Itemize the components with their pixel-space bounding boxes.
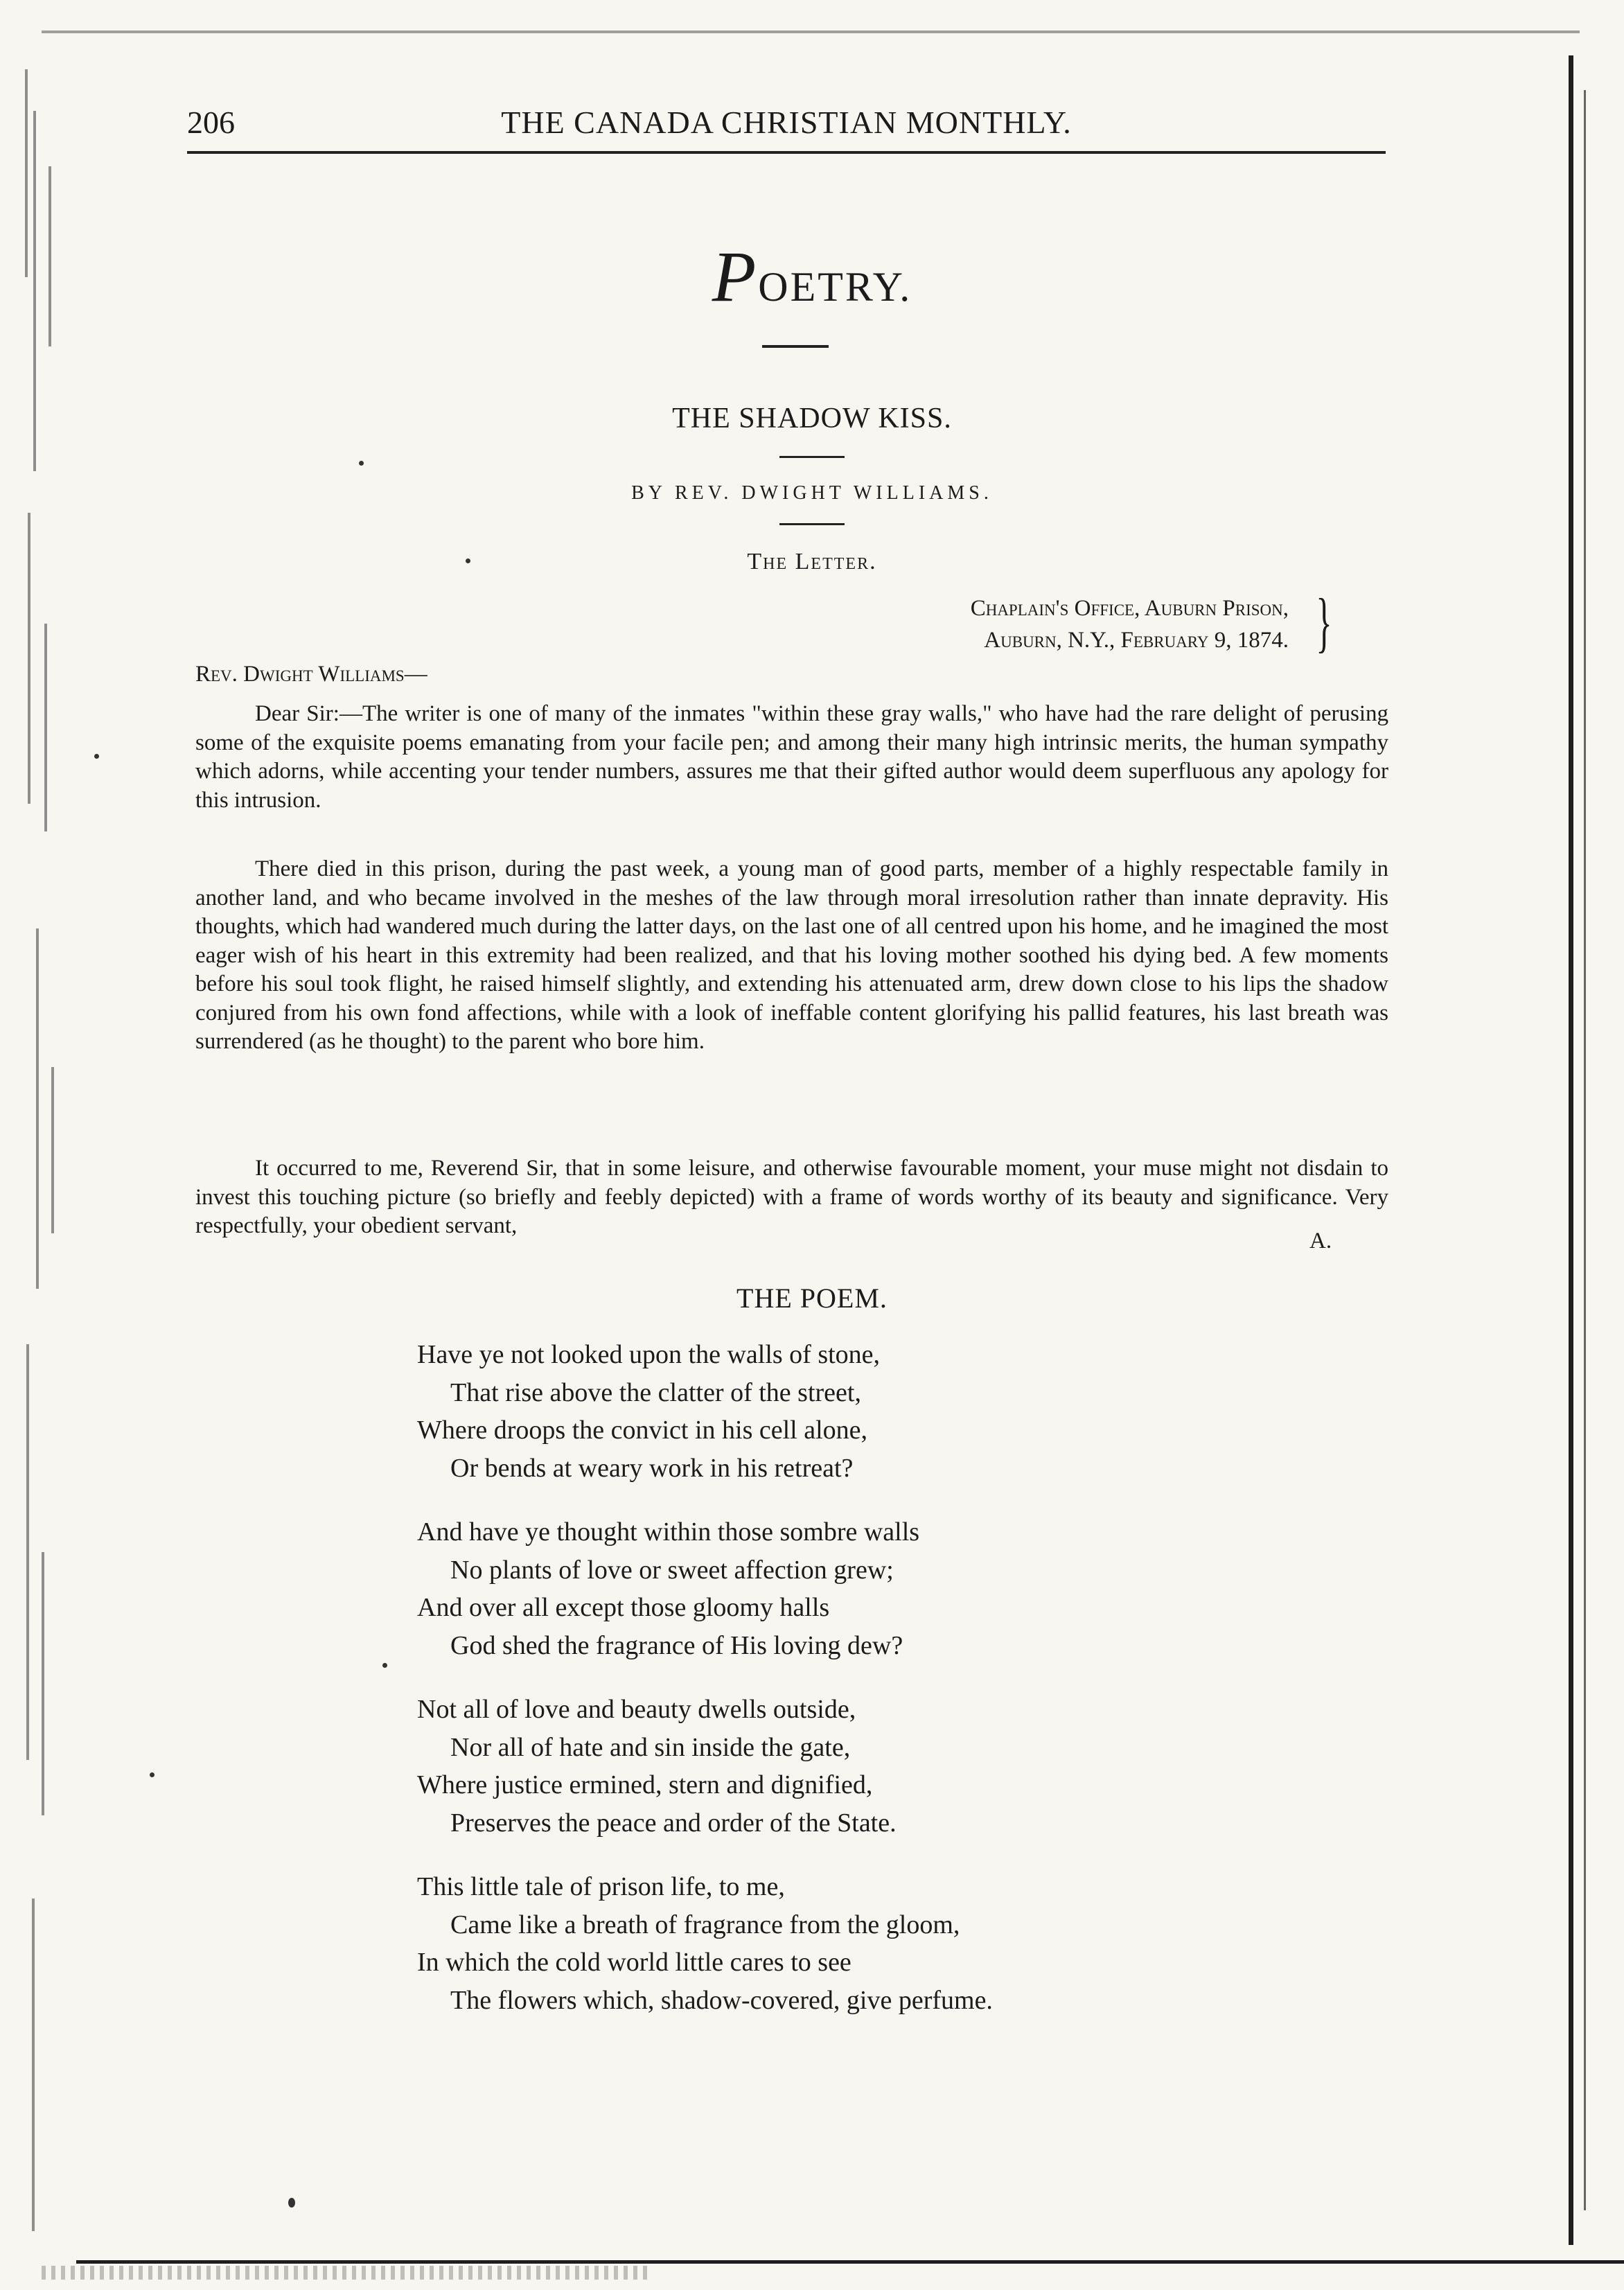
scan-edge-right: [1527, 28, 1624, 2280]
stanza-1: [417, 1336, 1248, 1487]
letter-paragraph-2-text: There died in this prison, during the past week, a young man of good parts, member of a highly respectable family in another land, and who became involved in the meshes of the law through moral irresolution rather than innate depravity. His thoughts, which had wandered much during the latter days, on the last one of all centred upon his home, and he imagined the most eager wish of his heart in this extremity had been realized, and that his loving mother soothed his dying bed. A few moments before his soul took flight, he raised himself slightly, and extending his attenuated arm, drew down close to his lips the shadow conjured from his own fond affections, while with a look of ineffable content glorifying his pallid features, his last breath was surrendered (as he thought) to the parent who bore him.: [195, 856, 1388, 1054]
page-number: 206: [187, 105, 235, 140]
scan-speck: [359, 461, 364, 466]
scan-speck: [466, 558, 470, 563]
scan-speck: [94, 754, 99, 759]
bottom-edge-rule: [76, 2260, 1624, 2264]
poem-heading: THE POEM.: [736, 1283, 888, 1314]
letter-paragraph-3: [195, 1154, 1388, 1241]
stanza-3-line-4: Preserves the peace and order of the State.: [450, 1808, 897, 1838]
running-header: [187, 104, 1386, 146]
poem: [417, 1336, 1248, 2045]
stanza-3: [417, 1691, 1248, 1842]
letter-paragraph-1-text: Dear Sir:—The writer is one of many of the inmates "within these gray walls," who have had the rare delight of perusing some of the exquisite poems emanating from your facile pen; and among their many high intrinsic merits, the human sympathy which adorns, while accenting your tender numbers, assures me that their gifted author would deem superfluous any apology for this intrusion.: [195, 701, 1388, 813]
stanza-4-line-3: In which the cold world little cares to see: [417, 1948, 851, 1977]
byline-divider: [779, 523, 845, 525]
letter-paragraph-2: [195, 855, 1388, 1057]
scan-speck: [150, 1772, 155, 1777]
letter-signature: A.: [1309, 1228, 1332, 1253]
top-edge-rule: [42, 30, 1580, 33]
salutation: Rev. Dwight Williams—: [195, 662, 427, 687]
scan-speck: [288, 2198, 295, 2208]
stanza-2: [417, 1513, 1248, 1664]
stanza-2-line-1: And have ye thought within those sombre walls: [417, 1517, 920, 1547]
header-rule: [187, 151, 1386, 154]
stanza-3-line-1: Not all of love and beauty dwells outside,: [417, 1695, 856, 1724]
poem-title: THE SHADOW KISS.: [672, 403, 952, 434]
scan-edge-left: [21, 28, 62, 2259]
dateline-line-1: Chaplain's Office, Auburn Prison,: [970, 596, 1289, 621]
letter-paragraph-3-text: It occurred to me, Reverend Sir, that in some leisure, and otherwise favourable moment, your muse might not disdain to invest this touching picture (so briefly and feebly depicted) with a frame of words worthy of its beauty and significance. Very respectfully, your obedient servant,: [195, 1156, 1388, 1238]
letter-heading: The Letter.: [747, 549, 877, 574]
title-divider: [779, 456, 845, 458]
stanza-4: [417, 1868, 1248, 2019]
byline: BY REV. DWIGHT WILLIAMS.: [631, 482, 993, 504]
section-title-initial: P: [712, 237, 759, 317]
dateline: [804, 592, 1289, 656]
scan-speck: [382, 1663, 387, 1668]
stanza-4-line-4: The flowers which, shadow-covered, give perfume.: [450, 1985, 993, 2015]
running-title: THE CANADA CHRISTIAN MONTHLY.: [501, 105, 1072, 140]
stanza-3-line-2: Nor all of hate and sin inside the gate,: [450, 1732, 851, 1762]
stanza-4-line-1: This little tale of prison life, to me,: [417, 1872, 785, 1901]
stanza-2-line-4: God shed the fragrance of His loving dew?: [450, 1630, 903, 1660]
section-divider: [762, 345, 829, 348]
stanza-1-line-1: Have ye not looked upon the walls of stone,: [417, 1340, 881, 1369]
dateline-brace: }: [1316, 585, 1332, 659]
stanza-4-line-2: Came like a breath of fragrance from the gloom,: [450, 1910, 960, 1939]
stanza-2-line-2: No plants of love or sweet affection grew;: [450, 1555, 894, 1585]
bottom-scan-noise: [42, 2266, 651, 2280]
letter-paragraph-1: [195, 700, 1388, 815]
stanza-1-line-3: Where droops the convict in his cell alone,: [417, 1416, 868, 1445]
right-margin-rule: [1569, 55, 1573, 2245]
stanza-3-line-3: Where justice ermined, stern and dignified,: [417, 1770, 873, 1799]
section-title-rest: OETRY.: [758, 264, 912, 310]
stanza-1-line-4: Or bends at weary work in his retreat?: [450, 1453, 854, 1483]
section-title: [0, 236, 1624, 318]
stanza-2-line-3: And over all except those gloomy halls: [417, 1593, 830, 1622]
stanza-1-line-2: That rise above the clatter of the street,: [450, 1377, 861, 1407]
dateline-line-2: Auburn, N.Y., February 9, 1874.: [984, 628, 1289, 653]
